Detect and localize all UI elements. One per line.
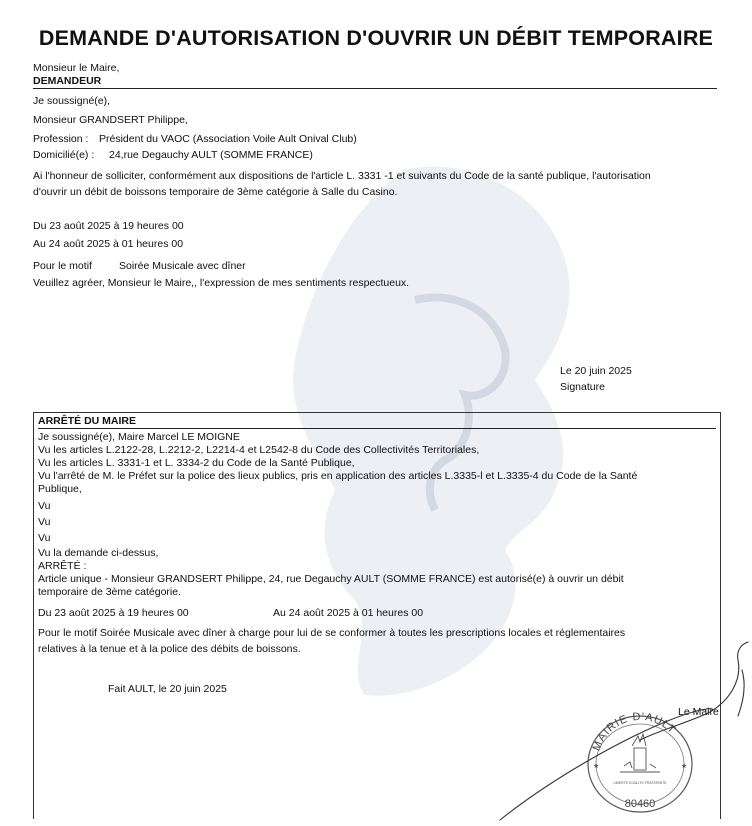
arrete-heading: ARRÊTÉ DU MAIRE [38, 415, 137, 427]
date-from: Du 23 août 2025 à 19 heures 00 [33, 220, 184, 232]
demandeur-heading: DEMANDEUR [33, 75, 102, 87]
arrete-line: Vu [38, 516, 51, 528]
request-text-line1: Ai l'honneur de solliciter, conformément aux dispositions de l'article L. 3331 -1 et suivants du Code de la santé publique, l'autorisation [33, 170, 651, 182]
arrete-line: Article unique - Monsieur GRANDSERT Philippe, 24, rue Degauchy AULT (SOMME FRANCE) est autorisé(e) à ouvrir un débit [38, 573, 624, 585]
arrete-line: Vu les articles L. 3331-1 et L. 3334-2 du Code de la Santé Publique, [38, 457, 355, 469]
arrete-line: ARRÊTÉ : [38, 560, 87, 572]
arrete-line: Vu l'arrêté de M. le Préfet sur la police des lieux publics, pris en application des articles L.3335-l et L.3335-4 du Code de la Santé [38, 470, 638, 482]
demandeur-rule [33, 88, 717, 89]
closing-line: Veuillez agréer, Monsieur le Maire,, l'expression de mes sentiments respectueux. [33, 277, 410, 289]
arrete-line: Vu [38, 500, 51, 512]
arrete-date-to: Au 24 août 2025 à 01 heures 00 [273, 607, 424, 619]
domicile-label: Domicilié(e) : [33, 149, 95, 161]
stamp-ribbon-text: LIBERTE EGALITE FRATERNITE [613, 781, 667, 785]
arrete-line: temporaire de 3ème catégorie. [38, 586, 181, 598]
arrete-rule [38, 428, 716, 429]
profession-label: Profession : [33, 133, 89, 145]
motif-label: Pour le motif [33, 260, 92, 272]
arrete-line: Vu la demande ci-dessus, [38, 547, 159, 559]
page-title: DEMANDE D'AUTORISATION D'OUVRIR UN DÉBIT TEMPORAIRE [38, 26, 714, 50]
date-to: Au 24 août 2025 à 01 heures 00 [33, 238, 184, 250]
fait-line: Fait AULT, le 20 juin 2025 [108, 683, 227, 695]
applicant-name: Monsieur GRANDSERT Philippe, [33, 114, 188, 126]
handwritten-signature [480, 640, 752, 826]
star-icon: ★ [681, 763, 688, 770]
profession-value: Président du VAOC (Association Voile Ault Onival Club) [99, 133, 357, 145]
arrete-motif-line1: Pour le motif Soirée Musicale avec dîner à charge pour lui de se conformer à toutes les prescriptions locales et réglementaires [38, 627, 626, 639]
arrete-date-from: Du 23 août 2025 à 19 heures 00 [38, 607, 189, 619]
arrete-line: Publique, [38, 483, 82, 495]
soussigne-line: Je soussigné(e), [33, 95, 111, 107]
star-icon: ★ [593, 763, 600, 770]
motif-value: Soirée Musicale avec dîner [119, 260, 246, 272]
domicile-value: 24,rue Degauchy AULT (SOMME FRANCE) [109, 149, 313, 161]
request-date: Le 20 juin 2025 [560, 365, 632, 377]
le-maire-label: Le Maire [678, 706, 719, 718]
signature-label: Signature [560, 381, 605, 393]
arrete-motif-line2: relatives à la tenue et à la police des débits de boissons. [38, 643, 301, 655]
stamp-bottom-text: 80460 [624, 798, 656, 810]
arrete-line: Vu les articles L.2122-28, L.2212-2, L2214-4 et L2542-8 du Code des Collectivités Territoriales, [38, 444, 480, 456]
arrete-line: Je soussigné(e), Maire Marcel LE MOIGNE [38, 431, 240, 443]
salutation: Monsieur le Maire, [33, 62, 120, 74]
stamp-top-text: MAIRIE D'AULT [590, 710, 679, 753]
arrete-line: Vu [38, 532, 51, 544]
request-text-line2: d'ouvrir un débit de boissons temporaire de 3ème catégorie à Salle du Casino. [33, 186, 398, 198]
